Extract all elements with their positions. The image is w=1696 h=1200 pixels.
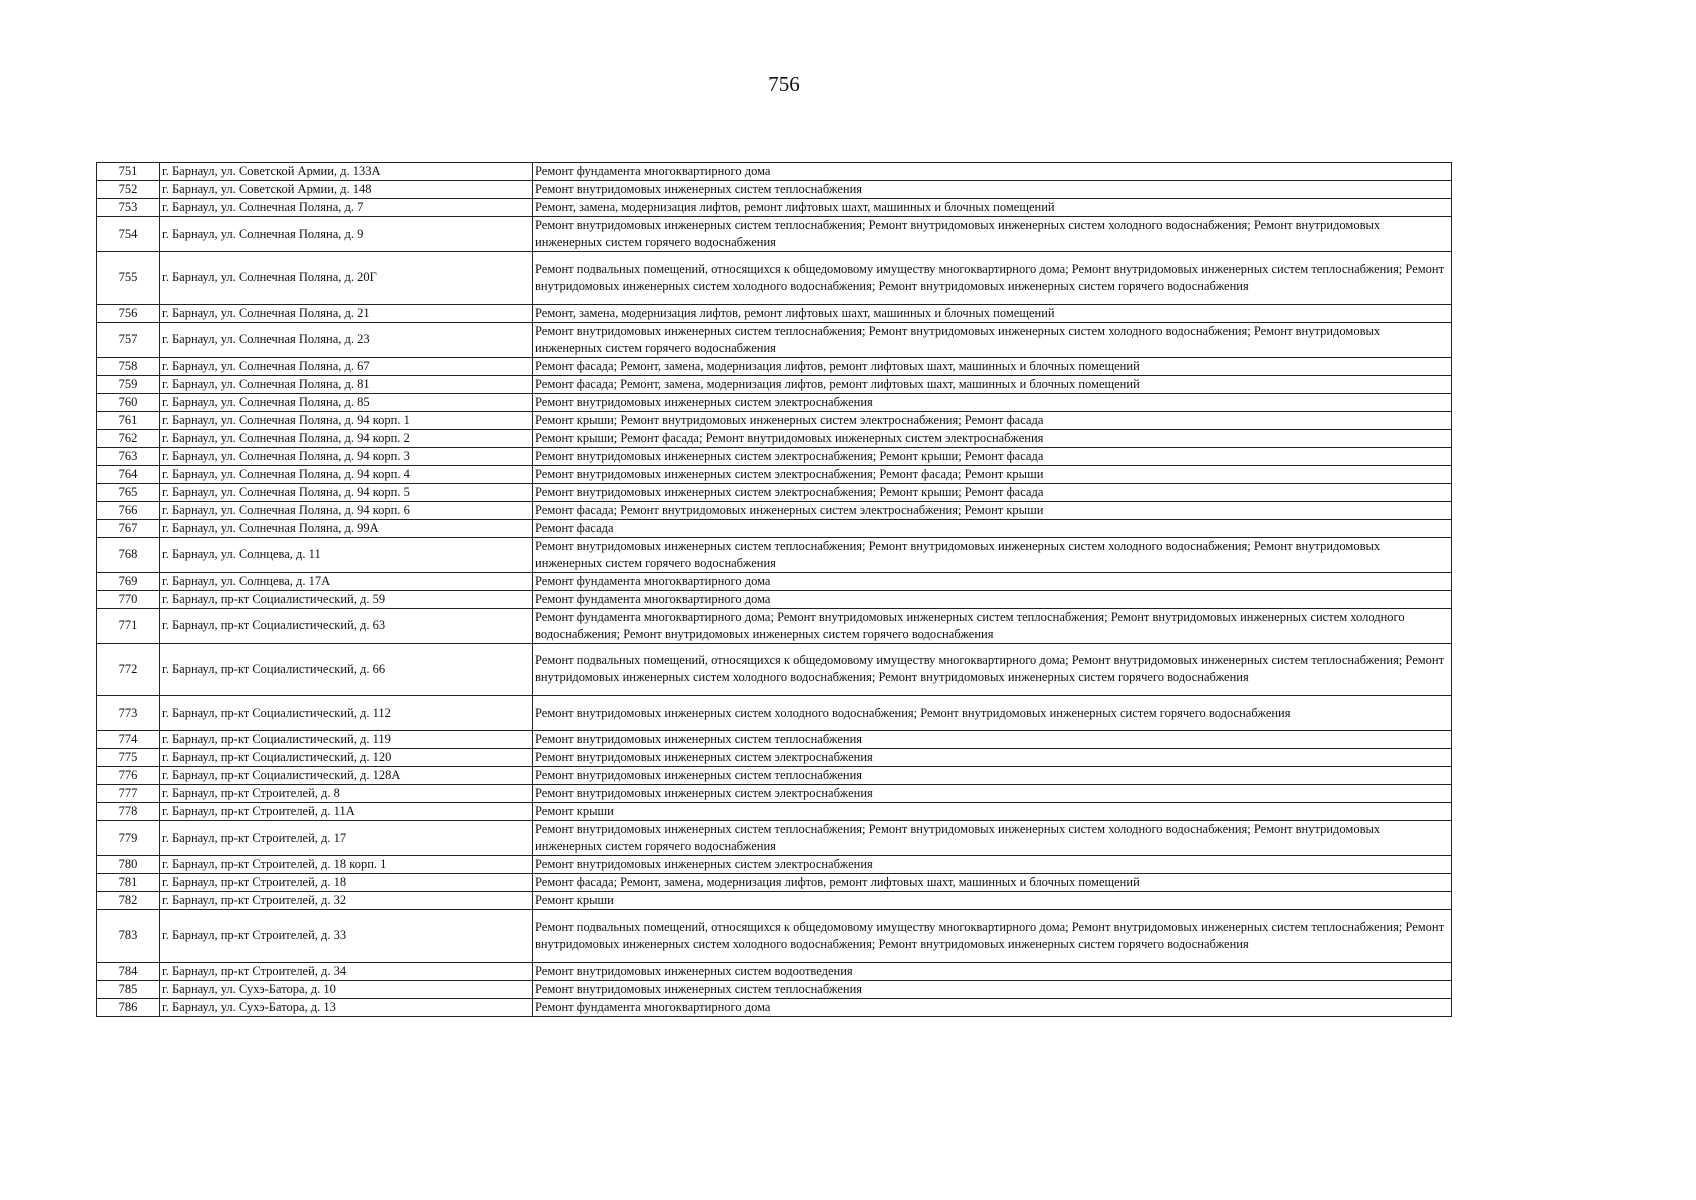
address-cell: г. Барнаул, ул. Советской Армии, д. 133А xyxy=(160,163,533,181)
table-row xyxy=(97,411,1452,429)
works-cell: Ремонт подвальных помещений, относящихся к общедомовому имуществу многоквартирного дома; Ремонт внутридомовых инженерных систем теплоснабжения; Ремонт внутридомовых инженерных систем холодного водоснабжения; Ремонт внутридомовых инженерных систем горячего водоснабжения xyxy=(533,643,1452,696)
works-cell: Ремонт внутридомовых инженерных систем теплоснабжения; Ремонт внутридомовых инженерных систем холодного водоснабжения; Ремонт внутридомовых инженерных систем горячего водоснабжения xyxy=(533,537,1452,572)
row-number-cell: 775 xyxy=(97,749,160,767)
table-row xyxy=(97,181,1452,199)
row-number-cell: 766 xyxy=(97,501,160,519)
row-number-cell: 761 xyxy=(97,411,160,429)
row-number-cell: 751 xyxy=(97,163,160,181)
works-cell: Ремонт внутридомовых инженерных систем электроснабжения; Ремонт фасада; Ремонт крыши xyxy=(533,465,1452,483)
works-cell: Ремонт крыши xyxy=(533,803,1452,821)
row-number-cell: 784 xyxy=(97,962,160,980)
works-cell: Ремонт крыши; Ремонт внутридомовых инженерных систем электроснабжения; Ремонт фасада xyxy=(533,411,1452,429)
works-cell: Ремонт подвальных помещений, относящихся к общедомовому имуществу многоквартирного дома; Ремонт внутридомовых инженерных систем теплоснабжения; Ремонт внутридомовых инженерных систем холодного водоснабжения; Ремонт внутридомовых инженерных систем горячего водоснабжения xyxy=(533,910,1452,963)
table-row xyxy=(97,501,1452,519)
table-row xyxy=(97,199,1452,217)
row-number-cell: 786 xyxy=(97,998,160,1016)
row-number-cell: 754 xyxy=(97,217,160,252)
row-number-cell: 756 xyxy=(97,304,160,322)
address-cell: г. Барнаул, ул. Солнечная Поляна, д. 81 xyxy=(160,375,533,393)
works-cell: Ремонт крыши; Ремонт фасада; Ремонт внутридомовых инженерных систем электроснабжения xyxy=(533,429,1452,447)
row-number-cell: 785 xyxy=(97,980,160,998)
address-cell: г. Барнаул, ул. Сухэ-Батора, д. 10 xyxy=(160,980,533,998)
table-row xyxy=(97,821,1452,856)
address-cell: г. Барнаул, ул. Советской Армии, д. 148 xyxy=(160,181,533,199)
row-number-cell: 753 xyxy=(97,199,160,217)
address-cell: г. Барнаул, ул. Солнечная Поляна, д. 23 xyxy=(160,322,533,357)
address-cell: г. Барнаул, ул. Солнечная Поляна, д. 94 корп. 5 xyxy=(160,483,533,501)
row-number-cell: 781 xyxy=(97,874,160,892)
row-number-cell: 778 xyxy=(97,803,160,821)
row-number-cell: 757 xyxy=(97,322,160,357)
row-number-cell: 752 xyxy=(97,181,160,199)
address-cell: г. Барнаул, ул. Солнечная Поляна, д. 20Г xyxy=(160,252,533,305)
row-number-cell: 764 xyxy=(97,465,160,483)
table-row xyxy=(97,731,1452,749)
row-number-cell: 783 xyxy=(97,910,160,963)
table-row xyxy=(97,519,1452,537)
address-cell: г. Барнаул, ул. Солнечная Поляна, д. 94 корп. 1 xyxy=(160,411,533,429)
works-cell: Ремонт внутридомовых инженерных систем теплоснабжения xyxy=(533,980,1452,998)
address-cell: г. Барнаул, ул. Солнцева, д. 11 xyxy=(160,537,533,572)
table-row xyxy=(97,572,1452,590)
row-number-cell: 773 xyxy=(97,696,160,731)
address-cell: г. Барнаул, пр-кт Социалистический, д. 63 xyxy=(160,608,533,643)
table-row xyxy=(97,537,1452,572)
table-row xyxy=(97,590,1452,608)
row-number-cell: 758 xyxy=(97,357,160,375)
row-number-cell: 759 xyxy=(97,375,160,393)
table-row xyxy=(97,803,1452,821)
table-row xyxy=(97,429,1452,447)
address-cell: г. Барнаул, ул. Солнечная Поляна, д. 21 xyxy=(160,304,533,322)
address-cell: г. Барнаул, пр-кт Социалистический, д. 120 xyxy=(160,749,533,767)
table-row xyxy=(97,643,1452,696)
works-cell: Ремонт внутридомовых инженерных систем теплоснабжения; Ремонт внутридомовых инженерных систем холодного водоснабжения; Ремонт внутридомовых инженерных систем горячего водоснабжения xyxy=(533,322,1452,357)
row-number-cell: 772 xyxy=(97,643,160,696)
address-cell: г. Барнаул, пр-кт Социалистический, д. 59 xyxy=(160,590,533,608)
works-cell: Ремонт, замена, модернизация лифтов, ремонт лифтовых шахт, машинных и блочных помещений xyxy=(533,304,1452,322)
address-cell: г. Барнаул, пр-кт Социалистический, д. 119 xyxy=(160,731,533,749)
works-cell: Ремонт внутридомовых инженерных систем теплоснабжения xyxy=(533,181,1452,199)
works-cell: Ремонт подвальных помещений, относящихся к общедомовому имуществу многоквартирного дома; Ремонт внутридомовых инженерных систем теплоснабжения; Ремонт внутридомовых инженерных систем холодного водоснабжения; Ремонт внутридомовых инженерных систем горячего водоснабжения xyxy=(533,252,1452,305)
page-number: 756 xyxy=(768,72,800,96)
row-number-cell: 765 xyxy=(97,483,160,501)
works-cell: Ремонт фасада; Ремонт, замена, модернизация лифтов, ремонт лифтовых шахт, машинных и блочных помещений xyxy=(533,357,1452,375)
table-body xyxy=(97,163,1452,1017)
works-cell: Ремонт фундамента многоквартирного дома xyxy=(533,572,1452,590)
works-cell: Ремонт внутридомовых инженерных систем электроснабжения xyxy=(533,856,1452,874)
address-cell: г. Барнаул, пр-кт Социалистический, д. 128А xyxy=(160,767,533,785)
works-cell: Ремонт внутридомовых инженерных систем холодного водоснабжения; Ремонт внутридомовых инженерных систем горячего водоснабжения xyxy=(533,696,1452,731)
works-cell: Ремонт фасада; Ремонт, замена, модернизация лифтов, ремонт лифтовых шахт, машинных и блочных помещений xyxy=(533,874,1452,892)
works-cell: Ремонт внутридомовых инженерных систем теплоснабжения xyxy=(533,731,1452,749)
address-cell: г. Барнаул, пр-кт Строителей, д. 17 xyxy=(160,821,533,856)
table-row xyxy=(97,785,1452,803)
works-cell: Ремонт фундамента многоквартирного дома xyxy=(533,590,1452,608)
works-cell: Ремонт, замена, модернизация лифтов, ремонт лифтовых шахт, машинных и блочных помещений xyxy=(533,199,1452,217)
address-cell: г. Барнаул, ул. Солнечная Поляна, д. 94 корп. 2 xyxy=(160,429,533,447)
table-row xyxy=(97,980,1452,998)
address-cell: г. Барнаул, ул. Солнечная Поляна, д. 99А xyxy=(160,519,533,537)
works-cell: Ремонт внутридомовых инженерных систем теплоснабжения; Ремонт внутридомовых инженерных систем холодного водоснабжения; Ремонт внутридомовых инженерных систем горячего водоснабжения xyxy=(533,217,1452,252)
table-row xyxy=(97,304,1452,322)
address-cell: г. Барнаул, ул. Солнечная Поляна, д. 94 корп. 3 xyxy=(160,447,533,465)
address-cell: г. Барнаул, пр-кт Строителей, д. 11А xyxy=(160,803,533,821)
address-cell: г. Барнаул, пр-кт Социалистический, д. 112 xyxy=(160,696,533,731)
address-cell: г. Барнаул, пр-кт Строителей, д. 18 корп. 1 xyxy=(160,856,533,874)
address-cell: г. Барнаул, пр-кт Строителей, д. 32 xyxy=(160,892,533,910)
works-cell: Ремонт фасада; Ремонт, замена, модернизация лифтов, ремонт лифтовых шахт, машинных и блочных помещений xyxy=(533,375,1452,393)
table-row xyxy=(97,962,1452,980)
table-row xyxy=(97,874,1452,892)
row-number-cell: 767 xyxy=(97,519,160,537)
row-number-cell: 779 xyxy=(97,821,160,856)
works-cell: Ремонт фасада xyxy=(533,519,1452,537)
address-cell: г. Барнаул, ул. Солнечная Поляна, д. 9 xyxy=(160,217,533,252)
table-row xyxy=(97,749,1452,767)
table-row xyxy=(97,767,1452,785)
table-row xyxy=(97,696,1452,731)
address-cell: г. Барнаул, ул. Сухэ-Батора, д. 13 xyxy=(160,998,533,1016)
table-row xyxy=(97,357,1452,375)
address-cell: г. Барнаул, ул. Солнечная Поляна, д. 67 xyxy=(160,357,533,375)
address-cell: г. Барнаул, ул. Солнечная Поляна, д. 7 xyxy=(160,199,533,217)
address-cell: г. Барнаул, ул. Солнечная Поляна, д. 94 корп. 4 xyxy=(160,465,533,483)
table-row xyxy=(97,892,1452,910)
table-row xyxy=(97,998,1452,1016)
works-cell: Ремонт внутридомовых инженерных систем теплоснабжения; Ремонт внутридомовых инженерных систем холодного водоснабжения; Ремонт внутридомовых инженерных систем горячего водоснабжения xyxy=(533,821,1452,856)
address-cell: г. Барнаул, пр-кт Строителей, д. 33 xyxy=(160,910,533,963)
works-cell: Ремонт внутридомовых инженерных систем водоотведения xyxy=(533,962,1452,980)
address-cell: г. Барнаул, пр-кт Строителей, д. 18 xyxy=(160,874,533,892)
table-row xyxy=(97,608,1452,643)
works-cell: Ремонт внутридомовых инженерных систем электроснабжения xyxy=(533,785,1452,803)
works-cell: Ремонт фундамента многоквартирного дома xyxy=(533,998,1452,1016)
row-number-cell: 755 xyxy=(97,252,160,305)
row-number-cell: 780 xyxy=(97,856,160,874)
works-cell: Ремонт внутридомовых инженерных систем теплоснабжения xyxy=(533,767,1452,785)
table-row xyxy=(97,465,1452,483)
address-cell: г. Барнаул, пр-кт Строителей, д. 34 xyxy=(160,962,533,980)
address-cell: г. Барнаул, ул. Солнечная Поляна, д. 94 корп. 6 xyxy=(160,501,533,519)
works-cell: Ремонт фундамента многоквартирного дома xyxy=(533,163,1452,181)
row-number-cell: 771 xyxy=(97,608,160,643)
works-cell: Ремонт фундамента многоквартирного дома; Ремонт внутридомовых инженерных систем теплоснабжения; Ремонт внутридомовых инженерных систем холодного водоснабжения; Ремонт внутридомовых инженерных систем горячего водоснабжения xyxy=(533,608,1452,643)
row-number-cell: 768 xyxy=(97,537,160,572)
works-cell: Ремонт внутридомовых инженерных систем электроснабжения; Ремонт крыши; Ремонт фасада xyxy=(533,483,1452,501)
row-number-cell: 776 xyxy=(97,767,160,785)
address-cell: г. Барнаул, пр-кт Социалистический, д. 66 xyxy=(160,643,533,696)
row-number-cell: 782 xyxy=(97,892,160,910)
table-row xyxy=(97,322,1452,357)
table-row xyxy=(97,163,1452,181)
table-row xyxy=(97,252,1452,305)
address-cell: г. Барнаул, пр-кт Строителей, д. 8 xyxy=(160,785,533,803)
row-number-cell: 760 xyxy=(97,393,160,411)
address-cell: г. Барнаул, ул. Солнцева, д. 17А xyxy=(160,572,533,590)
table-row xyxy=(97,483,1452,501)
row-number-cell: 762 xyxy=(97,429,160,447)
row-number-cell: 777 xyxy=(97,785,160,803)
works-cell: Ремонт фасада; Ремонт внутридомовых инженерных систем электроснабжения; Ремонт крыши xyxy=(533,501,1452,519)
works-cell: Ремонт крыши xyxy=(533,892,1452,910)
row-number-cell: 763 xyxy=(97,447,160,465)
table-row xyxy=(97,447,1452,465)
row-number-cell: 769 xyxy=(97,572,160,590)
table-row xyxy=(97,375,1452,393)
repair-schedule-table xyxy=(96,162,1452,1017)
table-row xyxy=(97,856,1452,874)
table-row xyxy=(97,910,1452,963)
row-number-cell: 770 xyxy=(97,590,160,608)
table-row xyxy=(97,217,1452,252)
works-cell: Ремонт внутридомовых инженерных систем электроснабжения; Ремонт крыши; Ремонт фасада xyxy=(533,447,1452,465)
row-number-cell: 774 xyxy=(97,731,160,749)
works-cell: Ремонт внутридомовых инженерных систем электроснабжения xyxy=(533,393,1452,411)
works-cell: Ремонт внутридомовых инженерных систем электроснабжения xyxy=(533,749,1452,767)
address-cell: г. Барнаул, ул. Солнечная Поляна, д. 85 xyxy=(160,393,533,411)
table-row xyxy=(97,393,1452,411)
